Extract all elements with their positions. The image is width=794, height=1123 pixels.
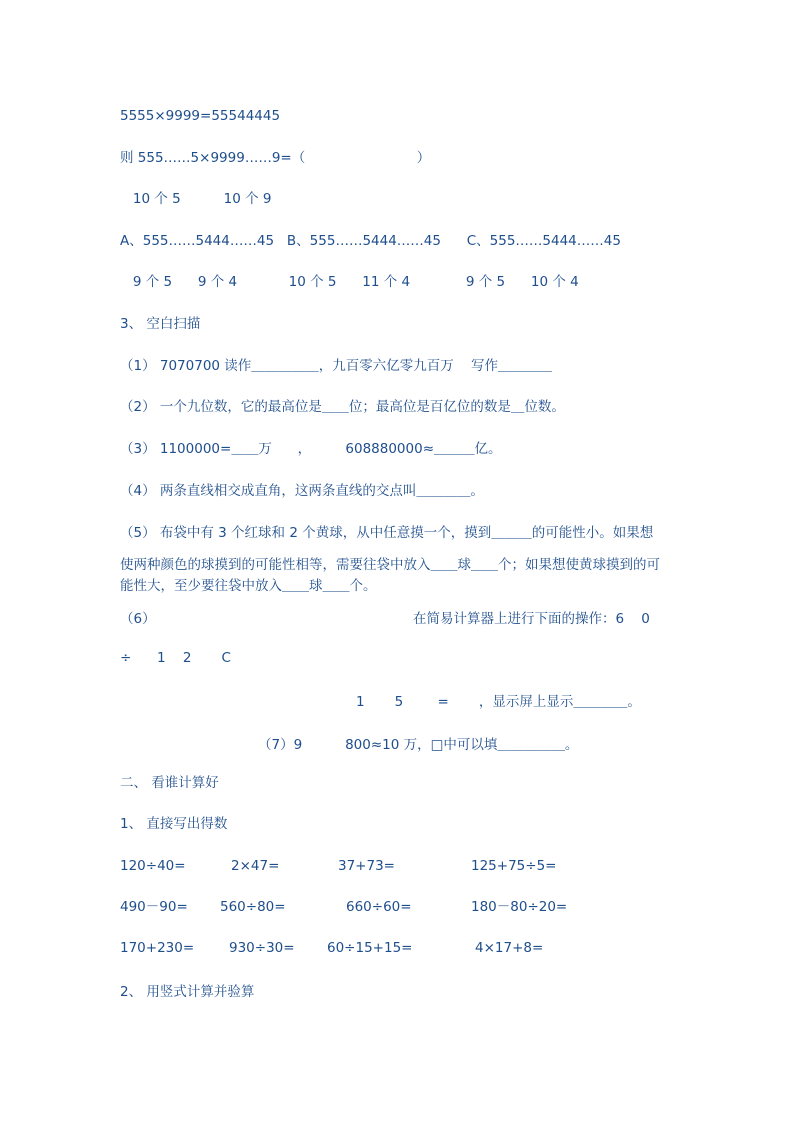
fill-in-item-5-line1: （5） 布袋中有 3 个红球和 2 个黄球，从中任意摸一个，摸到＿＿＿的可能性小。如果想 bbox=[120, 525, 654, 541]
calculator-keys-2: 1 5 = ，显示屏上显示＿＿＿＿。 bbox=[356, 694, 641, 710]
digit-count-note: 10 个 5 10 个 9 bbox=[120, 191, 272, 207]
section-heading-2: 二、 看谁计算好 bbox=[120, 775, 219, 791]
fill-in-item-6-label: （6） bbox=[120, 611, 156, 627]
calc-r1-c3: 37+73= bbox=[338, 858, 395, 874]
fill-in-item-6-text: 在简易计算器上进行下面的操作：6 0 bbox=[413, 611, 650, 627]
calc-r1-c1: 120÷40= bbox=[120, 858, 186, 874]
option-digit-counts: 9 个 5 9 个 4 10 个 5 11 个 4 9 个 5 10 个 4 bbox=[120, 274, 579, 290]
calc-r1-c4: 125+75÷5= bbox=[471, 858, 557, 874]
subsection-heading-1: 1、 直接写出得数 bbox=[120, 816, 228, 832]
calc-r1-c2: 2×47= bbox=[231, 858, 280, 874]
fill-in-item-2: （2） 一个九位数，它的最高位是＿＿位；最高位是百亿位的数是＿位数。 bbox=[120, 399, 565, 415]
fill-in-item-3: （3） 1100000=＿＿万 ， 608880000≈＿＿＿亿。 bbox=[120, 441, 502, 457]
fill-in-item-1: （1） 7070700 读作＿＿＿＿＿，九百零六亿零九百万 写作＿＿＿＿ bbox=[120, 358, 552, 374]
calculator-keys-1: ÷ 1 2 C bbox=[120, 650, 231, 666]
calc-r3-c4: 4×17+8= bbox=[475, 940, 544, 956]
fill-in-item-5-line2: 使两种颜色的球摸到的可能性相等，需要往袋中放入＿＿球＿＿个；如果想使黄球摸到的可 bbox=[120, 557, 660, 573]
question-equation: 则 555……5×9999……9=（ ） bbox=[120, 150, 431, 166]
calc-r3-c2: 930÷30= bbox=[229, 940, 295, 956]
fill-in-item-4: （4） 两条直线相交成直角，这两条直线的交点叫＿＿＿＿。 bbox=[120, 483, 484, 499]
calc-r2-c4: 180－80÷20= bbox=[471, 899, 568, 915]
calc-r2-c2: 560÷80= bbox=[220, 899, 286, 915]
section-heading-3: 3、 空白扫描 bbox=[120, 316, 201, 332]
fill-in-item-7: （7）9 800≈10 万，□中可以填＿＿＿＿＿。 bbox=[258, 737, 579, 753]
subsection-heading-2: 2、 用竖式计算并验算 bbox=[120, 984, 255, 1000]
calc-r3-c1: 170+230= bbox=[120, 940, 195, 956]
answer-options: A、555……5444……45 B、555……5444……45 C、555……5444……45 bbox=[120, 233, 621, 249]
calc-r3-c3: 60÷15+15= bbox=[327, 940, 413, 956]
calc-r2-c3: 660÷60= bbox=[346, 899, 412, 915]
fill-in-item-5-line3: 能性大，至少要往袋中放入＿＿球＿＿个。 bbox=[120, 578, 377, 594]
calc-r2-c1: 490－90= bbox=[120, 899, 188, 915]
example-equation: 5555×9999=55544445 bbox=[120, 108, 281, 124]
